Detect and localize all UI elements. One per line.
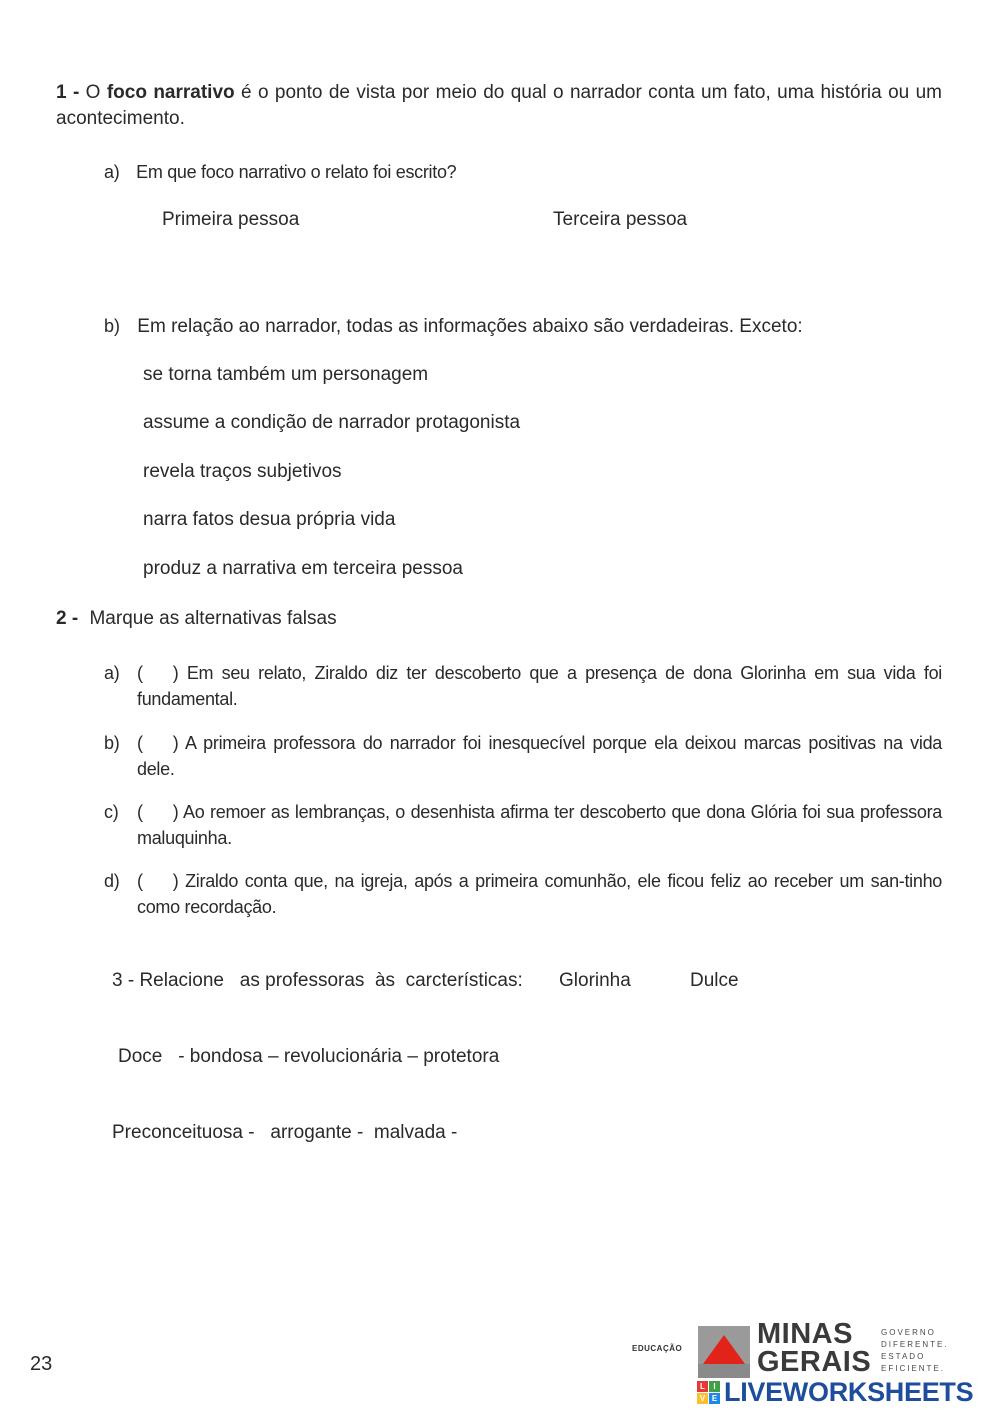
answer-box-close[interactable]: ) bbox=[172, 802, 179, 822]
badge-letter: L bbox=[697, 1381, 708, 1392]
logo-line-1: MINAS bbox=[757, 1318, 853, 1350]
teacher-glorinha[interactable]: Glorinha bbox=[559, 970, 631, 991]
item-text: Ao remoer as lembranças, o desenhista afirma ter descoberto que dona Glória foi sua professora maluquinha. bbox=[137, 802, 942, 848]
education-label: EDUCAÇÃO bbox=[632, 1344, 683, 1353]
option-b-4[interactable]: narra fatos desua própria vida bbox=[143, 509, 396, 530]
item-text: Ziraldo conta que, na igreja, após a primeira comunhão, ele ficou feliz ao receber um san-tinho como recordação. bbox=[137, 871, 943, 917]
page-number: 23 bbox=[30, 1353, 53, 1375]
question-1-intro bbox=[56, 80, 942, 132]
answer-box-close[interactable]: ) bbox=[172, 733, 179, 753]
liveworksheets-text: LIVEWORKSHEETS bbox=[724, 1377, 974, 1407]
question-1b-label: b) bbox=[104, 316, 121, 336]
question-1b-text: Em relação ao narrador, todas as informações abaixo são verdadeiras. Exceto: bbox=[137, 316, 803, 337]
question-2-item-b bbox=[104, 730, 942, 782]
intro-text: O bbox=[85, 82, 101, 103]
liveworksheets-badge-icon bbox=[697, 1381, 720, 1404]
item-label: c) bbox=[104, 802, 119, 822]
question-2-title bbox=[56, 606, 337, 632]
teacher-dulce[interactable]: Dulce bbox=[690, 970, 739, 991]
minas-gerais-logo-icon bbox=[698, 1326, 750, 1378]
option-primeira-pessoa[interactable]: Primeira pessoa bbox=[162, 209, 300, 230]
minas-gerais-tagline bbox=[881, 1327, 949, 1375]
answer-box-open[interactable]: ( bbox=[137, 663, 143, 683]
item-text: Em seu relato, Ziraldo diz ter descoberto que a presença de dona Glorinha em sua vida foi fundamental. bbox=[137, 663, 942, 709]
question-1a bbox=[104, 159, 456, 185]
answer-box-close[interactable]: ) bbox=[172, 871, 179, 891]
question-1b bbox=[104, 313, 803, 340]
tagline-line: DIFERENTE. bbox=[881, 1340, 949, 1349]
tagline-line: ESTADO bbox=[881, 1352, 926, 1361]
question-2-item-a bbox=[104, 660, 942, 712]
option-b-2[interactable]: assume a condição de narrador protagonista bbox=[143, 412, 521, 433]
option-b-1[interactable]: se torna também um personagem bbox=[143, 364, 429, 385]
question-2-item-d bbox=[104, 868, 942, 920]
question-1-number: 1 - bbox=[56, 82, 80, 103]
intro-text-rest: é o ponto de vista por meio do qual o narrador conta um fato, uma história ou um acontecimento. bbox=[56, 82, 943, 129]
logo-line-2: GERAIS bbox=[757, 1346, 872, 1378]
question-1a-text: Em que foco narrativo o relato foi escrito? bbox=[136, 162, 457, 182]
answer-box-open[interactable]: ( bbox=[137, 871, 143, 891]
item-text: A primeira professora do narrador foi inesquecível porque ela deixou marcas positivas na vida dele. bbox=[137, 733, 942, 779]
characteristics-line-2: Preconceituosa - arrogante - malvada - bbox=[112, 1122, 458, 1143]
answer-box-close[interactable]: ) bbox=[172, 663, 179, 683]
characteristics-line-1: Doce - bondosa – revolucionária – protetora bbox=[118, 1046, 500, 1067]
tagline-line: EFICIENTE. bbox=[881, 1364, 946, 1373]
question-2-number: 2 - bbox=[56, 608, 79, 629]
minas-gerais-logo-text bbox=[757, 1320, 871, 1376]
question-3-prompt: 3 - Relacione as professoras às carcterísticas: bbox=[112, 970, 523, 991]
answer-box-open[interactable]: ( bbox=[137, 733, 143, 753]
option-b-3[interactable]: revela traços subjetivos bbox=[143, 461, 342, 482]
option-b-5[interactable]: produz a narrativa em terceira pessoa bbox=[143, 558, 463, 579]
item-label: b) bbox=[104, 733, 120, 753]
item-label: a) bbox=[104, 663, 120, 683]
badge-letter: V bbox=[697, 1393, 708, 1404]
answer-box-open[interactable]: ( bbox=[137, 802, 143, 822]
question-2-item-c bbox=[104, 799, 942, 851]
badge-letter: I bbox=[709, 1381, 720, 1392]
badge-letter: E bbox=[709, 1393, 720, 1404]
option-terceira-pessoa[interactable]: Terceira pessoa bbox=[553, 209, 688, 230]
tagline-line: GOVERNO bbox=[881, 1328, 936, 1337]
item-label: d) bbox=[104, 871, 120, 891]
question-1a-label: a) bbox=[104, 162, 120, 182]
intro-keyword: foco narrativo bbox=[106, 82, 235, 103]
question-2-text: Marque as alternativas falsas bbox=[89, 608, 337, 629]
